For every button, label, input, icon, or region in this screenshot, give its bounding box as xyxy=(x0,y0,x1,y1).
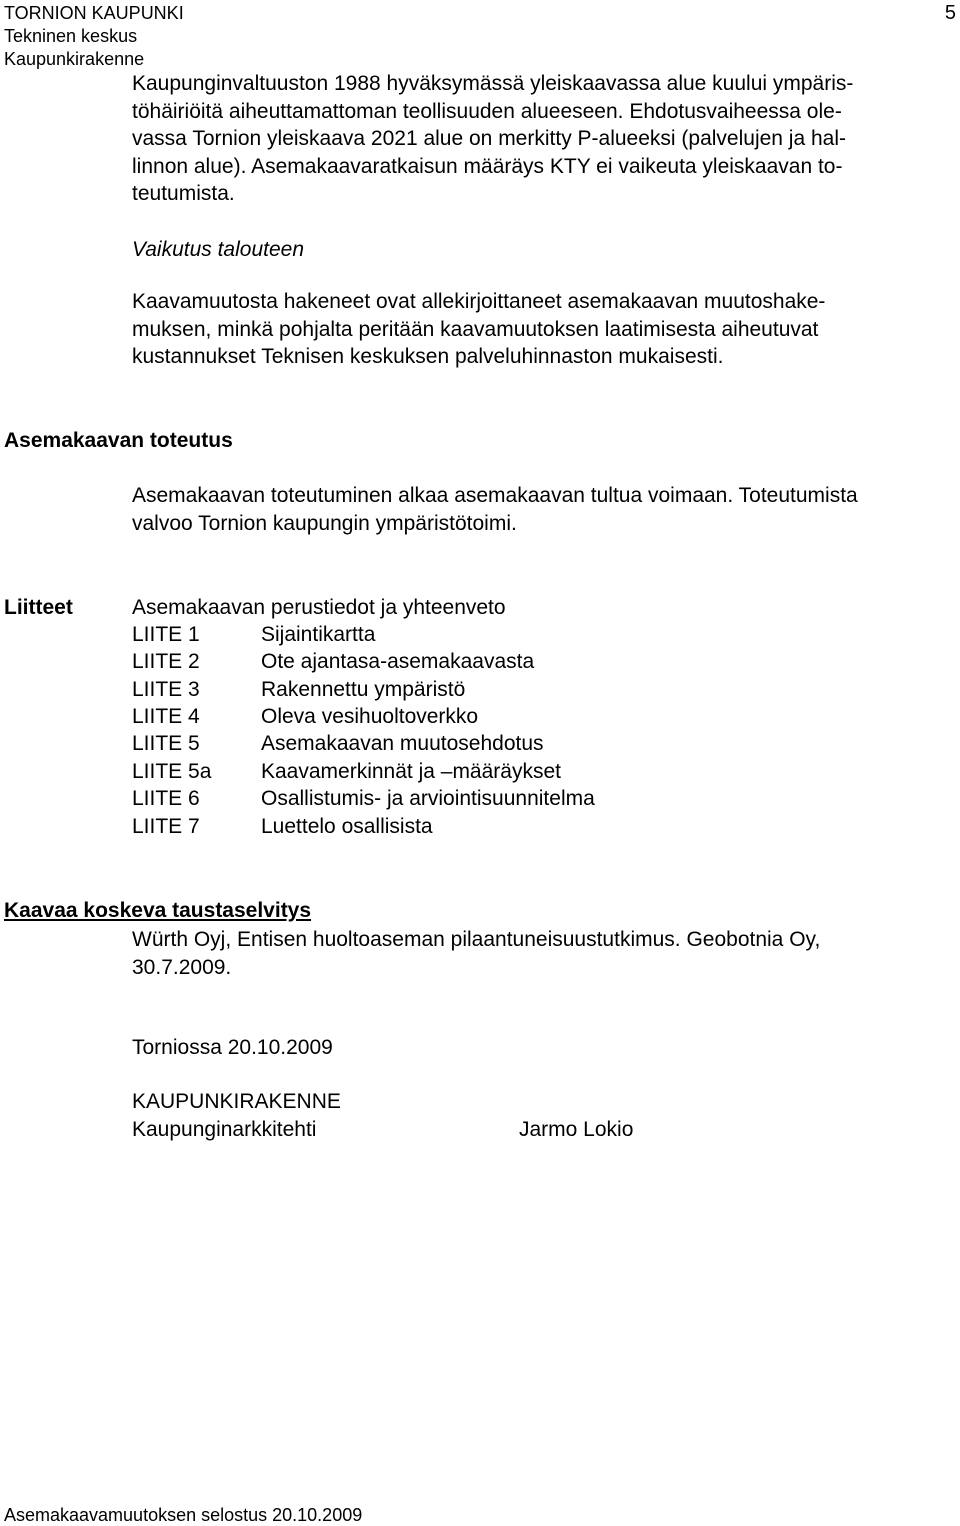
liite-desc: Oleva vesihuoltoverkko xyxy=(261,705,479,728)
intro-line: linnon alue). Asemakaavaratkaisun määräys KTY ei vaikeuta yleiskaavan to- xyxy=(132,154,843,178)
liite-code: LIITE 3 xyxy=(132,678,200,701)
liite-code: LIITE 2 xyxy=(132,650,200,673)
toteutus-heading: Asemakaavan toteutus xyxy=(4,429,233,452)
footer-text: Asemakaavamuutoksen selostus 20.10.2009 xyxy=(4,1505,363,1525)
place-date: Torniossa 20.10.2009 xyxy=(132,1036,333,1059)
header-dept: Tekninen keskus xyxy=(4,26,138,46)
intro-line: teutumista. xyxy=(132,182,235,205)
toteutus-line: valvoo Tornion kaupungin ympäristötoimi. xyxy=(132,511,517,535)
talous-line: kustannukset Teknisen keskuksen palveluhinnaston mukaisesti. xyxy=(132,345,724,368)
liite-desc: Rakennettu ympäristö xyxy=(261,678,466,701)
talous-paragraph xyxy=(132,288,960,371)
liite-code: LIITE 4 xyxy=(132,705,200,728)
signature-name: Jarmo Lokio xyxy=(519,1118,634,1141)
liite-desc: Kaavamerkinnät ja –määräykset xyxy=(261,760,561,783)
header-unit: Kaupunkirakenne xyxy=(4,49,145,69)
liite-code: LIITE 6 xyxy=(132,787,200,810)
talous-subheading: Vaikutus talouteen xyxy=(132,238,305,261)
toteutus-paragraph xyxy=(132,482,960,537)
liite-code: LIITE 5 xyxy=(132,732,200,755)
taustaselvitys-line: Würth Oyj, Entisen huoltoaseman pilaantuneisuustutkimus. Geobotnia Oy, xyxy=(132,928,821,951)
liite-desc: Luettelo osallisista xyxy=(261,815,433,838)
intro-line: Kaupunginvaltuuston 1988 hyväksymässä yleiskaavassa alue kuului ympäris- xyxy=(132,72,854,95)
talous-line: muksen, minkä pohjalta peritään kaavamuutoksen laatimisesta aiheutuvat xyxy=(132,317,819,341)
liitteet-intro: Asemakaavan perustiedot ja yhteenveto xyxy=(132,596,506,619)
signature-unit: KAUPUNKIRAKENNE xyxy=(132,1090,341,1113)
liitteet-heading: Liitteet xyxy=(4,596,73,619)
intro-line: vassa Tornion yleiskaava 2021 alue on merkitty P-alueeksi (palvelujen ja hal- xyxy=(132,127,846,150)
taustaselvitys-paragraph xyxy=(132,926,960,981)
page-number: 5 xyxy=(944,2,956,24)
liite-code: LIITE 5a xyxy=(132,760,212,783)
signature-title: Kaupunginarkkitehti xyxy=(132,1118,317,1141)
intro-paragraph xyxy=(132,70,960,208)
liite-desc: Sijaintikartta xyxy=(261,623,376,646)
toteutus-line: Asemakaavan toteutuminen alkaa asemakaavan tultua voimaan. Toteutumista xyxy=(132,484,858,507)
talous-line: Kaavamuutosta hakeneet ovat allekirjoittaneet asemakaavan muutoshake- xyxy=(132,290,826,313)
liite-desc: Osallistumis- ja arviointisuunnitelma xyxy=(261,787,595,810)
header-org: TORNION KAUPUNKI xyxy=(4,3,184,23)
liite-desc: Asemakaavan muutosehdotus xyxy=(261,732,544,755)
liite-code: LIITE 7 xyxy=(132,815,200,838)
intro-line: töhäiriöitä aiheuttamattoman teollisuuden alueeseen. Ehdotusvaiheessa ole- xyxy=(132,99,842,123)
taustaselvitys-line: 30.7.2009. xyxy=(132,955,232,979)
liite-desc: Ote ajantasa-asemakaavasta xyxy=(261,650,535,673)
liite-code: LIITE 1 xyxy=(132,623,200,646)
taustaselvitys-heading: Kaavaa koskeva taustaselvitys xyxy=(4,899,312,922)
